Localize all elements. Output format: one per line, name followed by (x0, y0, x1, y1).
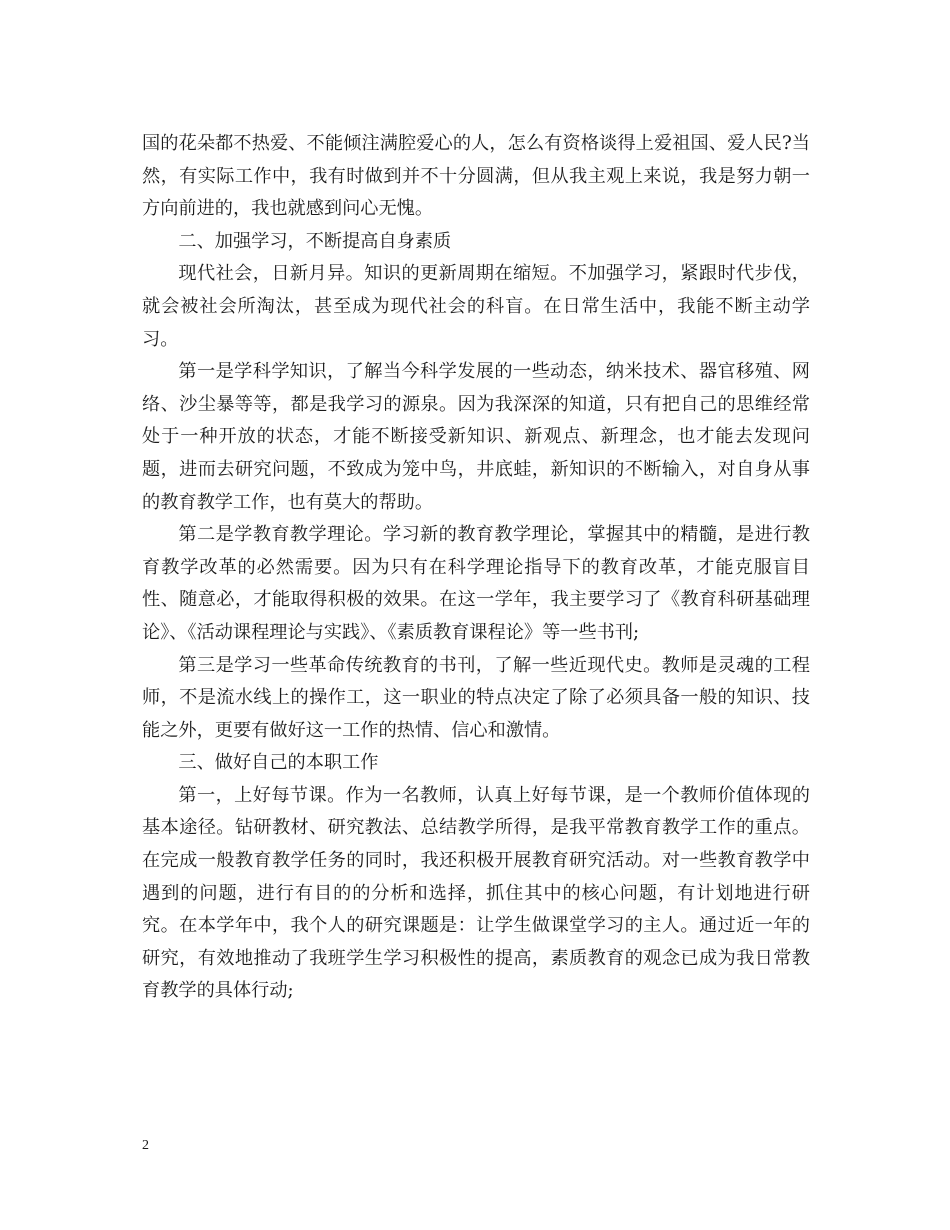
section-heading-duty: 三、做好自己的本职工作 (178, 752, 379, 774)
paragraph-tradition-education: 第三是学习一些革命传统教育的书刊，了解一些近现代史。教师是灵魂的工程师，不是流水线上的操作工，这一职业的特点决定了除了必须具备一般的知识、技能之外，更要有做好这一工作的热情、信心和激情。 (142, 654, 810, 741)
paragraph-each-lesson: 第一，上好每节课。作为一名教师，认真上好每节课，是一个教师价值体现的基本途径。钻研教材、研究教法、总结教学所得，是我平常教育教学工作的重点。在完成一般教育教学任务的同时，我还积极开展教育研究活动。对一些教育教学中遇到的问题，进行有目的的分析和选择，抓住其中的核心问题，有计划地进行研究。在本学年中，我个人的研究课题是：让学生做课堂学习的主人。通过近一年的研究，有效地推动了我班学生学习积极性的提高，素质教育的观念已成为我日常教育教学的具体行动; (142, 784, 810, 1002)
section-heading-study: 二、加强学习，不断提高自身素质 (178, 230, 452, 252)
paragraph-continuation: 国的花朵都不热爱、不能倾注满腔爱心的人，怎么有资格谈得上爱祖国、爱人民?当然，有实际工作中，我有时做到并不十分圆满，但从我主观上来说，我是努力朝一方向前进的，我也就感到问心无愧。 (142, 133, 810, 220)
paragraph-teaching-theory: 第二是学教育教学理论。学习新的教育教学理论，掌握其中的精髓，是进行教育教学改革的必然需要。因为只有在科学理论指导下的教育改革，才能克服盲目性、随意必，才能取得积极的效果。在这一学年，我主要学习了《教育科研基础理论》、《活动课程理论与实践》、《素质教育课程论》等一些书刊; (142, 524, 810, 643)
page-number: 2 (142, 1138, 149, 1153)
paragraph-science-knowledge: 第一是学科学知识，了解当今科学发展的一些动态，纳米技术、器官移殖、网络、沙尘暴等等，都是我学习的源泉。因为我深深的知道，只有把自己的思维经常处于一种开放的状态，才能不断接受新知识、新观点、新理念，也才能去发现问题，进而去研究问题，不致成为笼中鸟，井底蛙，新知识的不断输入，对自身从事的教育教学工作，也有莫大的帮助。 (142, 361, 810, 513)
paragraph-modern-society: 现代社会，日新月异。知识的更新周期在缩短。不加强学习，紧跟时代步伐，就会被社会所淘汰，甚至成为现代社会的科盲。在日常生活中，我能不断主动学习。 (142, 263, 810, 350)
body-text (142, 128, 810, 1008)
